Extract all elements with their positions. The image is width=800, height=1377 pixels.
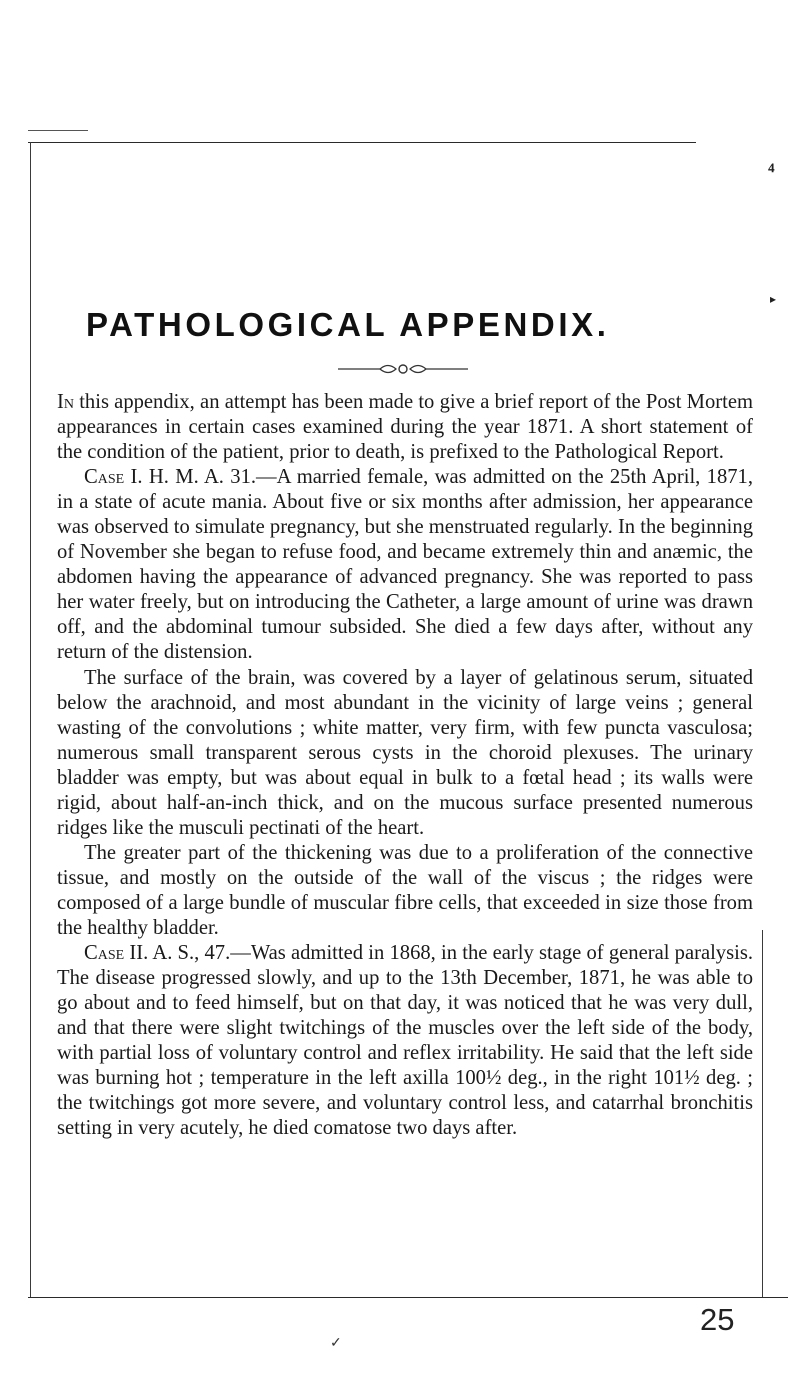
page-edge-scrap xyxy=(28,130,88,131)
intro-paragraph xyxy=(57,390,753,465)
intro-lead-word: In xyxy=(57,391,74,413)
bottom-mark: ✓ xyxy=(330,1336,342,1351)
case-1-findings: The surface of the brain, was covered by a layer of gelatinous serum, situated below the arachnoid, and most abundant in the vicinity of large veins ; general wasting of the convolutions ; white matter, very firm, with few puncta vasculosa; numerous small transparent serous cysts in the choroid plexuses. The urinary bladder was empty, but was about equal in bulk to a fœtal head ; its walls were rigid, about half-an-inch thick, and on the mucous surface presented numerous ridges like the musculi pectinati of the heart. xyxy=(57,666,753,839)
case-2-label: Case II. xyxy=(84,942,149,965)
left-page-edge xyxy=(30,142,31,1297)
case-1-paragraph xyxy=(57,465,753,665)
case-1-label: Case I. xyxy=(84,466,143,489)
case-2-history: A. S., 47.—Was admitted in 1868, in the early stage of general paralysis. The disease progressed slowly, and up to the 13th December, 1871, he was able to go about and to feed himself, but on that day, it was noticed that he was very dull, and that there were slight twitchings of the muscles over the left side of the body, with partial loss of voluntary control and reflex irritability. He said that the left side was burning hot ; temperature in the left axilla 100½ deg., in the right 101½ deg. ; the twitchings got more severe, and voluntary control less, and catarrhal bronchitis setting in very acutely, he died comatose two days after. xyxy=(57,942,753,1140)
page-title: PATHOLOGICAL APPENDIX. xyxy=(86,306,610,343)
case-1-history: H. M. A. 31.—A married female, was admitted on the 25th April, 1871, in a state of acute mania. About five or six months after admission, her appearance was observed to simulate pregnancy, but she menstruated regularly. In the beginning of November she began to refuse food, and became extremely thin and anæmic, the abdomen having the appearance of advanced pregnancy. She was reported to pass her water freely, but on introducing the Catheter, a large amount of urine was drawn off, and the abdominal tumour subsided. She died a few days after, without any return of the distension. xyxy=(57,466,753,664)
margin-dot: ▸ xyxy=(770,292,777,306)
case-1-findings-2: The greater part of the thickening was due to a proliferation of the connective tissue, and mostly on the outside of the wall of the viscus ; the ridges were composed of a large bundle of muscular fibre cells, that exceeded in size those from the healthy bladder. xyxy=(57,841,753,939)
intro-text: this appendix, an attempt has been made to give a brief report of the Post Mortem appearances in certain cases examined during the year 1871. A short statement of the condition of the patient, prior to death, is prefixed to the Pathological Report. xyxy=(57,391,753,464)
page-number: 25 xyxy=(700,1302,735,1337)
bottom-page-edge xyxy=(28,1297,788,1298)
corner-mark: ⁴ xyxy=(768,158,775,183)
case-2-paragraph xyxy=(57,941,753,1141)
appendix-body xyxy=(57,390,753,1141)
decorative-ornament-icon xyxy=(338,361,468,377)
top-page-edge xyxy=(28,142,696,143)
right-page-edge xyxy=(762,930,763,1297)
